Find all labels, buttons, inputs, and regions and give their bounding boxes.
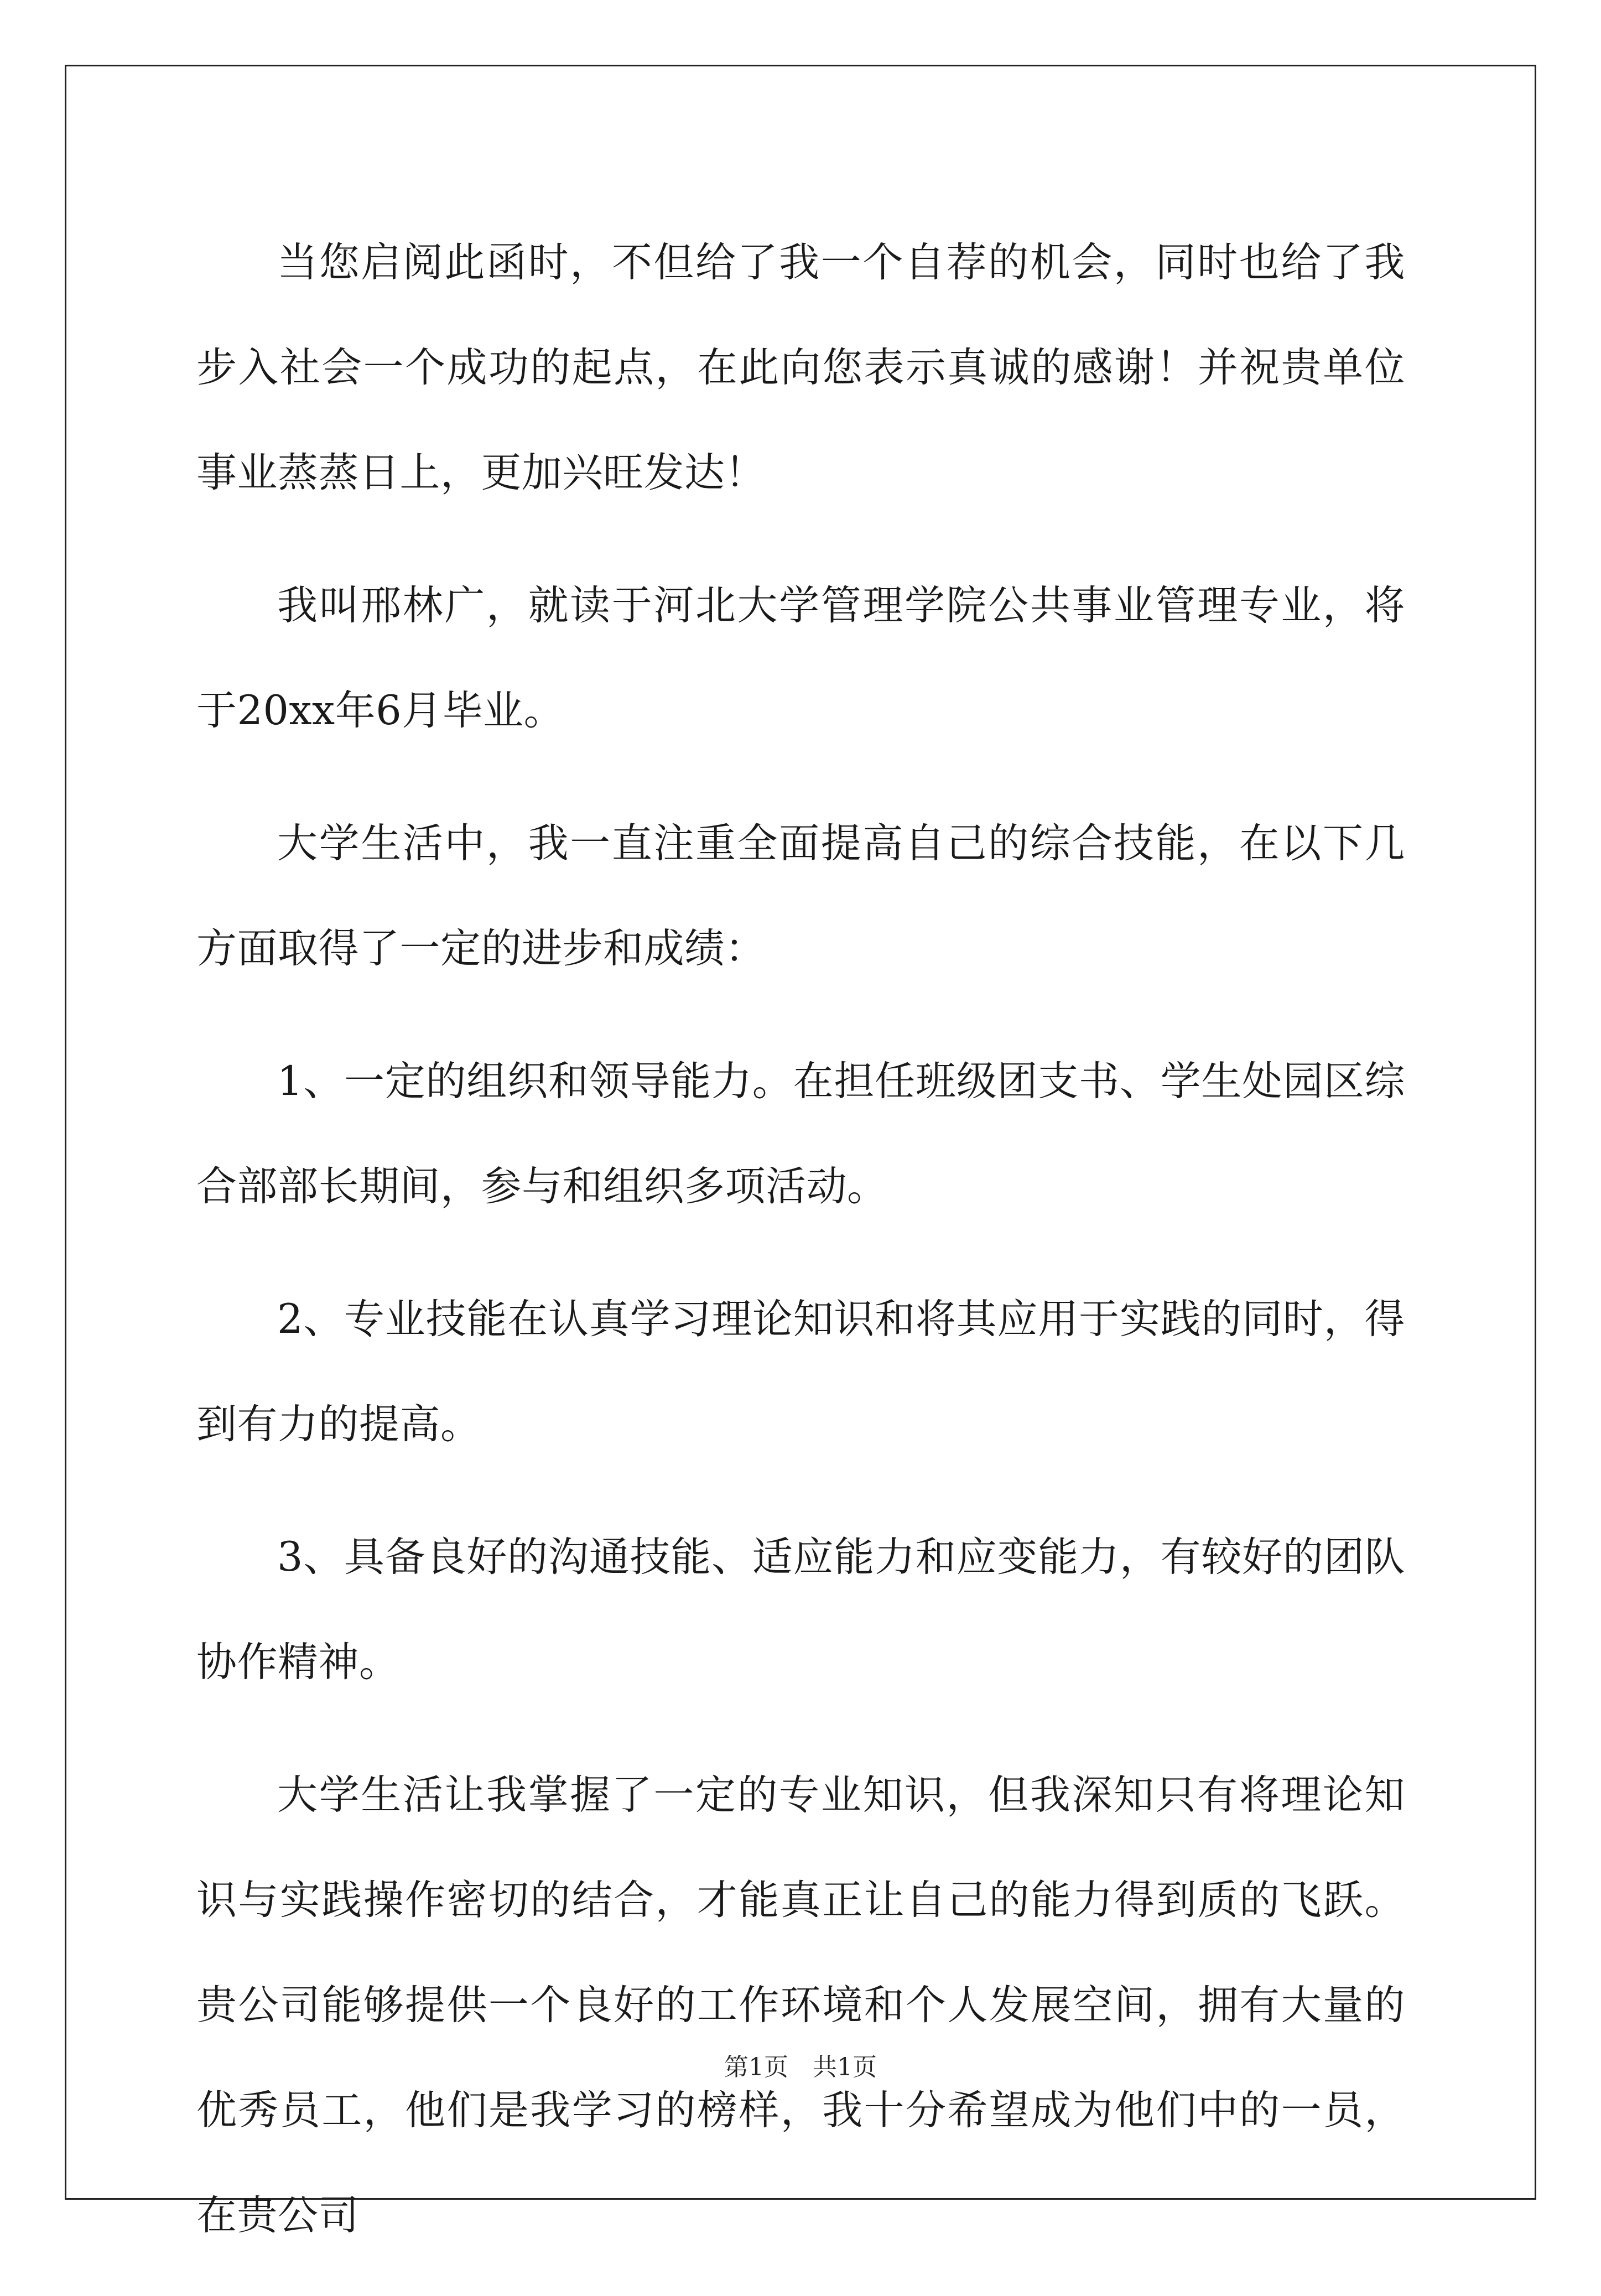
paragraph-introduction: 我叫邢林广，就读于河北大学管理学院公共事业管理专业，将于20xx年6月毕业。 <box>196 582 1405 734</box>
paragraph-greeting: 当您启阅此函时，不但给了我一个自荐的机会，同时也给了我步入社会一个成功的起点，在此向您表示真诚的感谢！并祝贵单位事业蒸蒸日上，更加兴旺发达！ <box>196 239 1405 496</box>
paragraph-item-3: 3、具备良好的沟通技能、适应能力和应变能力，有较好的团队协作精神。 <box>196 1534 1405 1686</box>
document-body <box>196 210 1405 2296</box>
paragraph-item-1: 1、一定的组织和领导能力。在担任班级团支书、学生处园区综合部部长期间，参与和组织多项活动。 <box>196 1058 1405 1210</box>
paragraph-achievements-intro: 大学生活中，我一直注重全面提高自己的综合技能，在以下几方面取得了一定的进步和成绩： <box>196 820 1405 972</box>
paragraph-item-2: 2、专业技能在认真学习理论知识和将其应用于实践的同时，得到有力的提高。 <box>196 1296 1405 1448</box>
page-number-footer: 第1页 共1页 <box>724 2053 877 2081</box>
paragraph-aspiration: 大学生活让我掌握了一定的专业知识，但我深知只有将理论知识与实践操作密切的结合，才能真正让自己的能力得到质的飞跃。贵公司能够提供一个良好的工作环境和个人发展空间，拥有大量的优秀员工，他们是我学习的榜样，我十分希望成为他们中的一员，在贵公司 <box>196 1772 1405 2239</box>
